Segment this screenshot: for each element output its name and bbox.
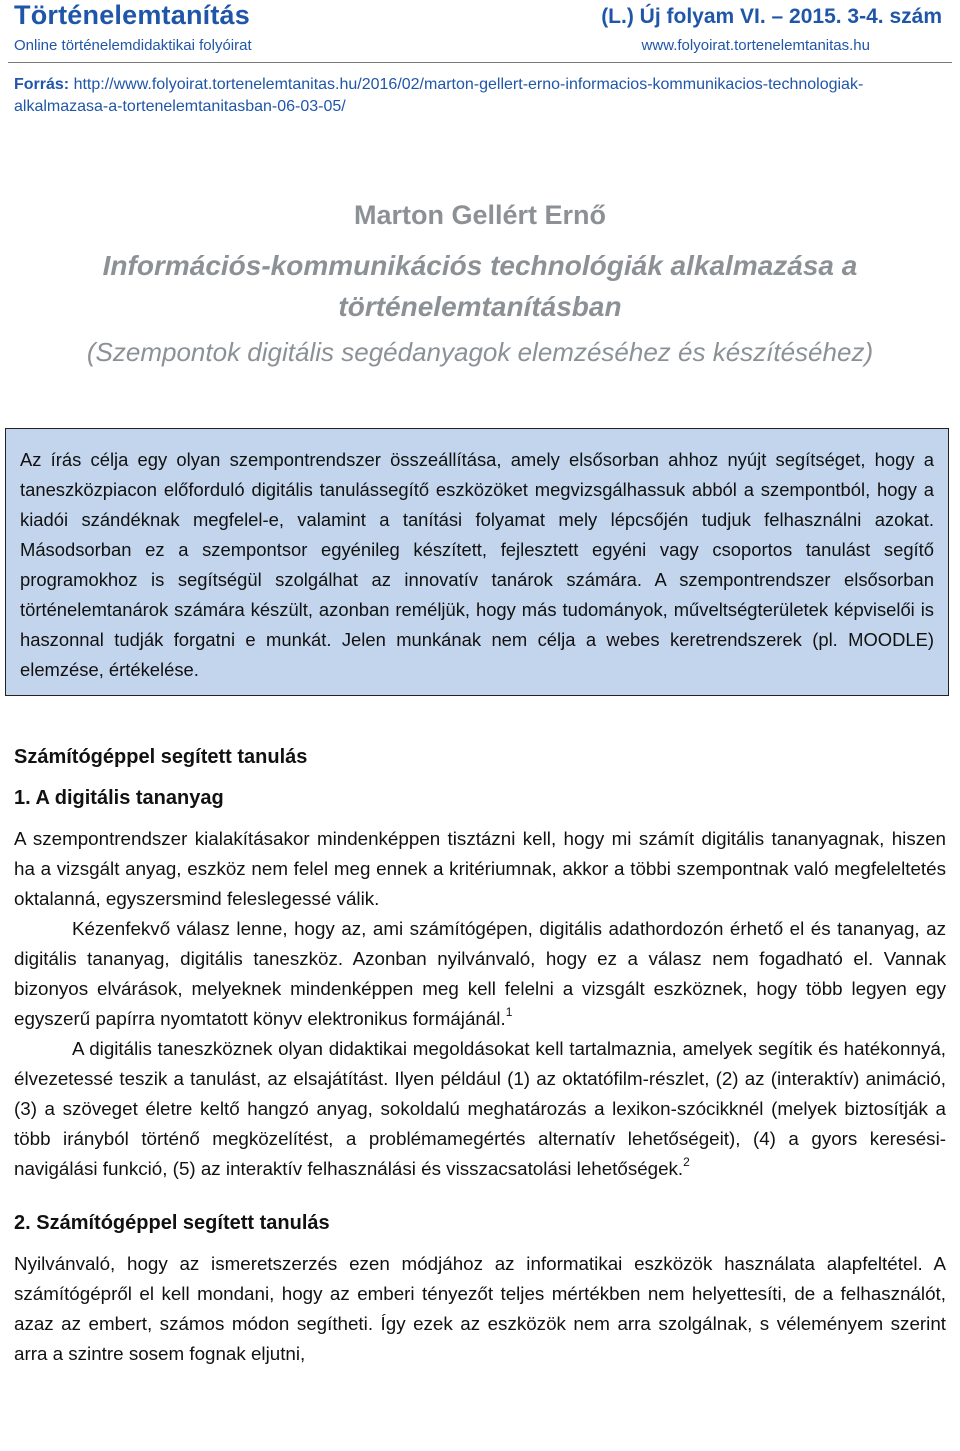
- subsection-heading-1: 1. A digitális tananyag: [14, 787, 224, 809]
- header-divider: [8, 62, 952, 63]
- source-url[interactable]: http://www.folyoirat.tortenelemtanitas.hu/2016/02/marton-gellert-erno-informacios-kommunikacios-technologiak-alkalmazasa-a-tortenelemtanitasban-06-03-05/: [14, 76, 864, 115]
- paragraph-3-text: A digitális taneszköznek olyan didaktikai megoldásokat kell tartalmaznia, amelyek segítik és hatékonnyá, élvezetessé teszik a tanulást, az elsajátítást. Ilyen például (1) az oktatófilm-részlet, (2) az (interaktív) animáció, (3) a szöveget életre keltő hangzó anyag, sokoldalú meghatározás a lexikon-szócikknél (melyek biztosítják a több irányból történő megközelítést, a problémamegértés alternatív lehetőségeit), (4) a gyors keresési-navigálási funkció, (5) az interaktív felhasználási és visszacsatolási lehetőségek.: [14, 1038, 946, 1179]
- paragraph-2: [14, 914, 946, 1034]
- paragraph-3: [14, 1034, 946, 1184]
- footnote-ref-1[interactable]: 1: [505, 1004, 513, 1019]
- section-heading: Számítógéppel segített tanulás: [14, 746, 308, 768]
- issue-number: (L.) Új folyam VI. – 2015. 3-4. szám: [601, 5, 942, 28]
- article-subtitle: (Szempontok digitális segédanyagok elemzéséhez és készítéséhez): [86, 337, 874, 367]
- source-line: [14, 74, 946, 118]
- website-link[interactable]: www.folyoirat.tortenelemtanitas.hu: [641, 37, 870, 54]
- paragraph-2-text: Kézenfekvő válasz lenne, hogy az, ami számítógépen, digitális adathordozón érhető el és tananyag, az digitális tananyag, digitális taneszköz. Azonban nyilvánvaló, hogy ez a válasz nem fogadható el. Vannak bizonyos elvárások, melyeknek mindenképpen meg kell felelni a vizsgált eszköznek, hogy több legyen egy egyszerű papírra nyomtatott könyv elektronikus formájánál.: [14, 918, 946, 1029]
- footnote-ref-2[interactable]: 2: [683, 1154, 690, 1169]
- source-label: Forrás:: [14, 76, 70, 93]
- paragraph-4: Nyilvánvaló, hogy az ismeretszerzés ezen módjához az informatikai eszközök használata alapfeltétel. A számítógépről el kell mondani, hogy az emberi tényezőt teljes mértékben nem helyettesíti, de a felhasználót, azaz az embert, számos módon segítheti. Így ezek az eszközök nem arra szolgálnak, s véleményem szerint arra a szintre sosem fognak eljutni,: [14, 1253, 946, 1364]
- journal-header: [0, 0, 960, 66]
- article-title: Információs-kommunikációs technológiák alkalmazása a történelemtanításban: [102, 250, 858, 322]
- journal-title: Történelemtanítás: [14, 0, 250, 30]
- paragraph-1: A szempontrendszer kialakításakor mindenképpen tisztázni kell, hogy mi számít digitális tananyagnak, hiszen ha a vizsgált anyag, eszköz nem felel meg ennek a kritériumnak, akkor a többi szempontnak való megfeleltetés oktalanná, egyszersmind feleslegessé válik.: [14, 828, 946, 909]
- subsection-heading-2: 2. Számítógéppel segített tanulás: [14, 1212, 330, 1234]
- abstract-box: Az írás célja egy olyan szempontrendszer összeállítása, amely elsősorban ahhoz nyújt segítséget, hogy a taneszközpiacon előforduló digitális tanulássegítő eszközöket megvizsgálhassuk abból a szempontból, hogy a kiadói szándéknak megfelel-e, valamint a tanítási folyamat mely lépcsőjén tudjuk felhasználni azokat. Másodsorban ez a szempontsor egyénileg készített, fejlesztett egyéni vagy csoportos tanulást segítő programokhoz is segítségül szolgálhat az innovatív tanárok számára. A szempontrendszer elsősorban történelemtanárok számára készült, azonban reméljük, hogy más tudományok, műveltségterületek képviselői is haszonnal tudják forgatni e munkát. Jelen munkának nem célja a webes keretrendszerek (pl. MOODLE) elemzése, értékelése.: [5, 428, 949, 696]
- journal-subtitle: Online történelemdidaktikai folyóirat: [14, 37, 252, 54]
- article-author: Marton Gellért Ernő: [353, 200, 607, 230]
